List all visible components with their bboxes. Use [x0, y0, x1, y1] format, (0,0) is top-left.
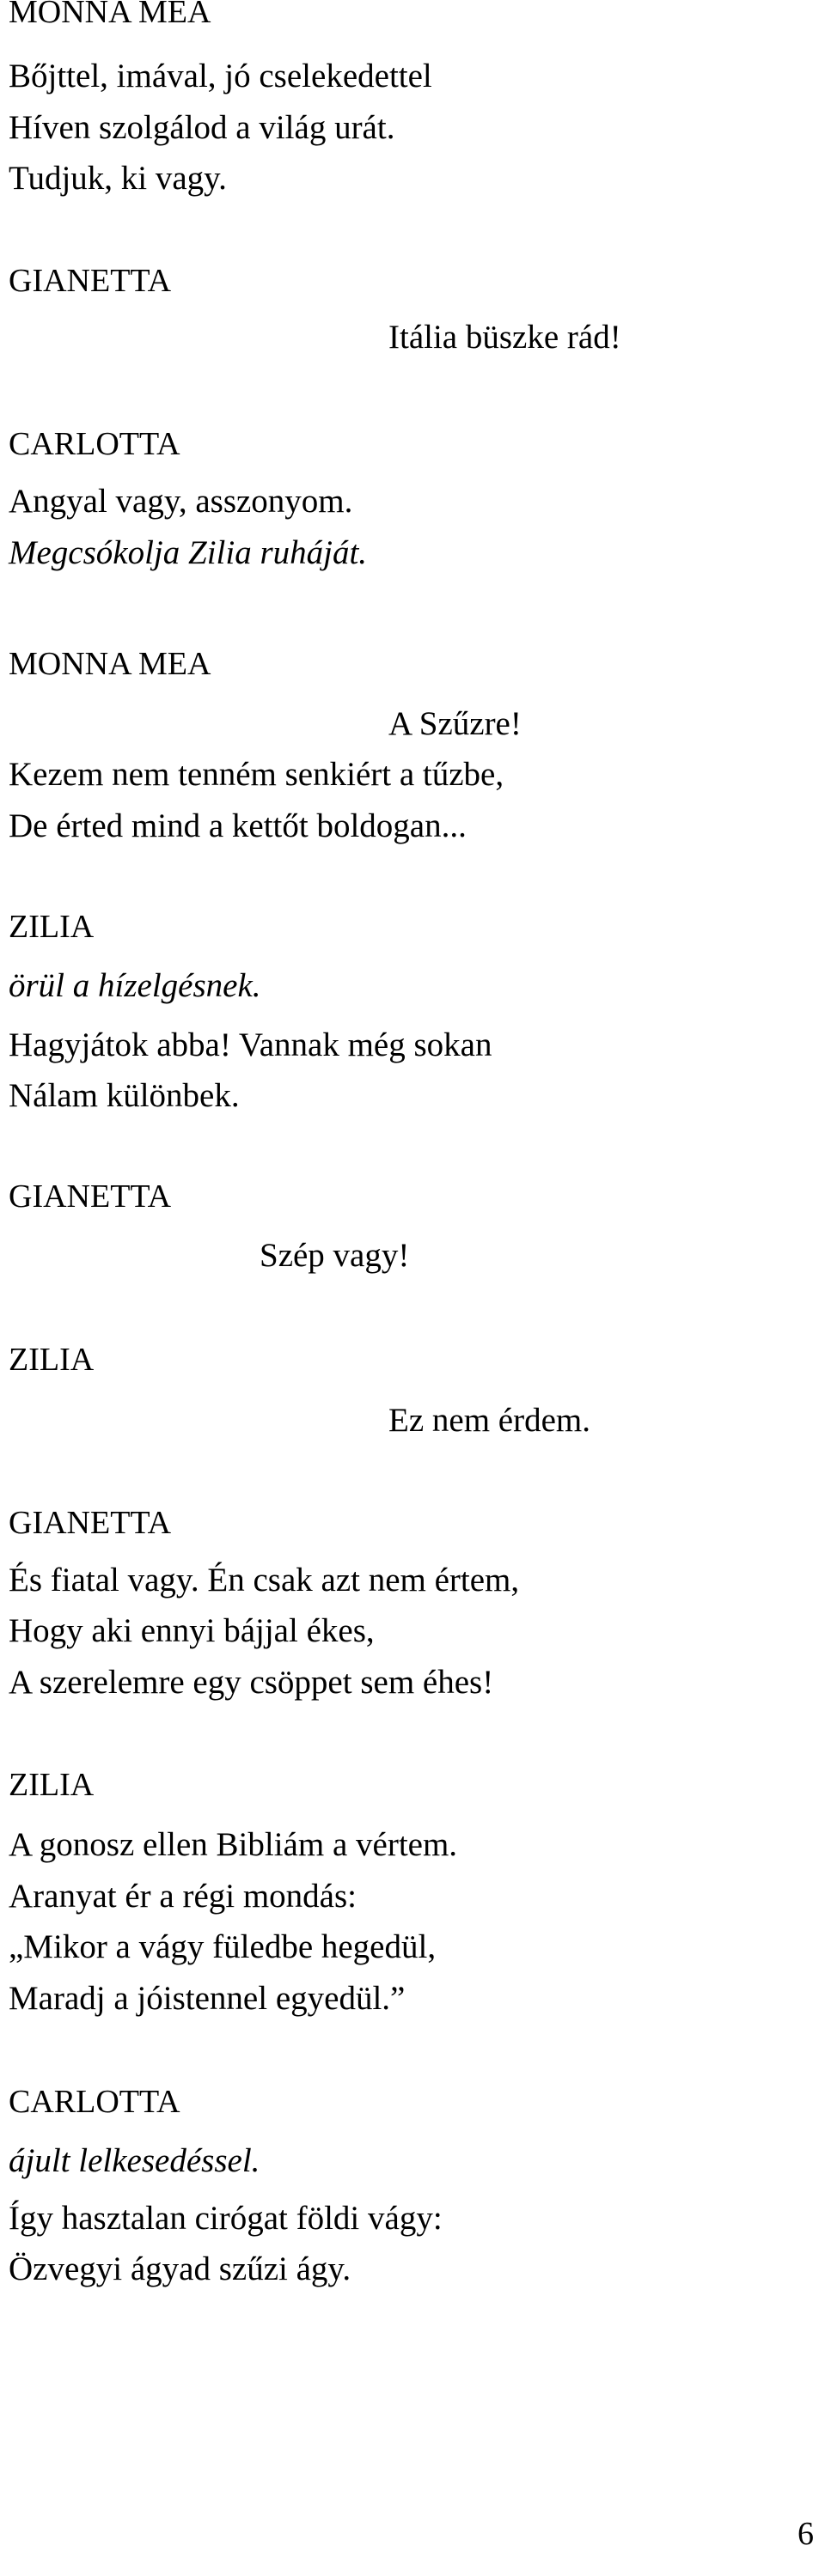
stage-direction: Megcsókolja Zilia ruháját.	[9, 534, 368, 571]
speaker-gianetta: GIANETTA	[9, 1505, 172, 1541]
dialogue-line: De érted mind a kettőt boldogan...	[9, 807, 467, 844]
stage-direction: örül a hízelgésnek.	[9, 967, 261, 1004]
dialogue-line: Így hasztalan cirógat földi vágy:	[9, 2200, 443, 2237]
dialogue-line: Híven szolgálod a világ urát.	[9, 109, 395, 146]
speaker-carlotta: CARLOTTA	[9, 426, 180, 462]
dialogue-line: Ez nem érdem.	[388, 1402, 590, 1439]
dialogue-line: És fiatal vagy. Én csak azt nem értem,	[9, 1562, 520, 1599]
dialogue-line: Özvegyi ágyad szűzi ágy.	[9, 2250, 351, 2287]
dialogue-line: A Szűzre!	[388, 705, 522, 742]
dialogue-line: Hogy aki ennyi bájjal ékes,	[9, 1612, 375, 1649]
dialogue-line: Aranyat ér a régi mondás:	[9, 1878, 358, 1915]
speaker-zilia: ZILIA	[9, 1342, 95, 1378]
speaker-zilia: ZILIA	[9, 1767, 95, 1803]
dialogue-line: Kezem nem tenném senkiért a tűzbe,	[9, 756, 504, 793]
speaker-gianetta: GIANETTA	[9, 263, 172, 299]
speaker-monna-mea: MONNA MEA	[9, 646, 211, 682]
speaker-gianetta: GIANETTA	[9, 1178, 172, 1215]
dialogue-line: Szép vagy!	[260, 1237, 410, 1274]
dialogue-line: A szerelemre egy csöppet sem éhes!	[9, 1664, 494, 1701]
speaker-carlotta: CARLOTTA	[9, 2084, 180, 2120]
dialogue-line: Tudjuk, ki vagy.	[9, 160, 227, 197]
dialogue-line: Itália büszke rád!	[388, 319, 621, 356]
stage-direction: ájult lelkesedéssel.	[9, 2142, 260, 2179]
speaker-zilia: ZILIA	[9, 909, 95, 945]
dialogue-line: A gonosz ellen Bibliám a vértem.	[9, 1826, 458, 1863]
dialogue-line: Hagyjátok abba! Vannak még sokan	[9, 1026, 492, 1063]
dialogue-line: „Mikor a vágy füledbe hegedül,	[9, 1928, 437, 1965]
speaker-monna-mea: MONNA MEA	[9, 0, 211, 30]
dialogue-line: Angyal vagy, asszonyom.	[9, 483, 353, 520]
dialogue-line: Nálam különbek.	[9, 1077, 240, 1114]
dialogue-line: Bőjttel, imával, jó cselekedettel	[9, 58, 432, 94]
page-number: 6	[798, 2516, 814, 2552]
dialogue-line: Maradj a jóistennel egyedül.”	[9, 1980, 406, 2017]
